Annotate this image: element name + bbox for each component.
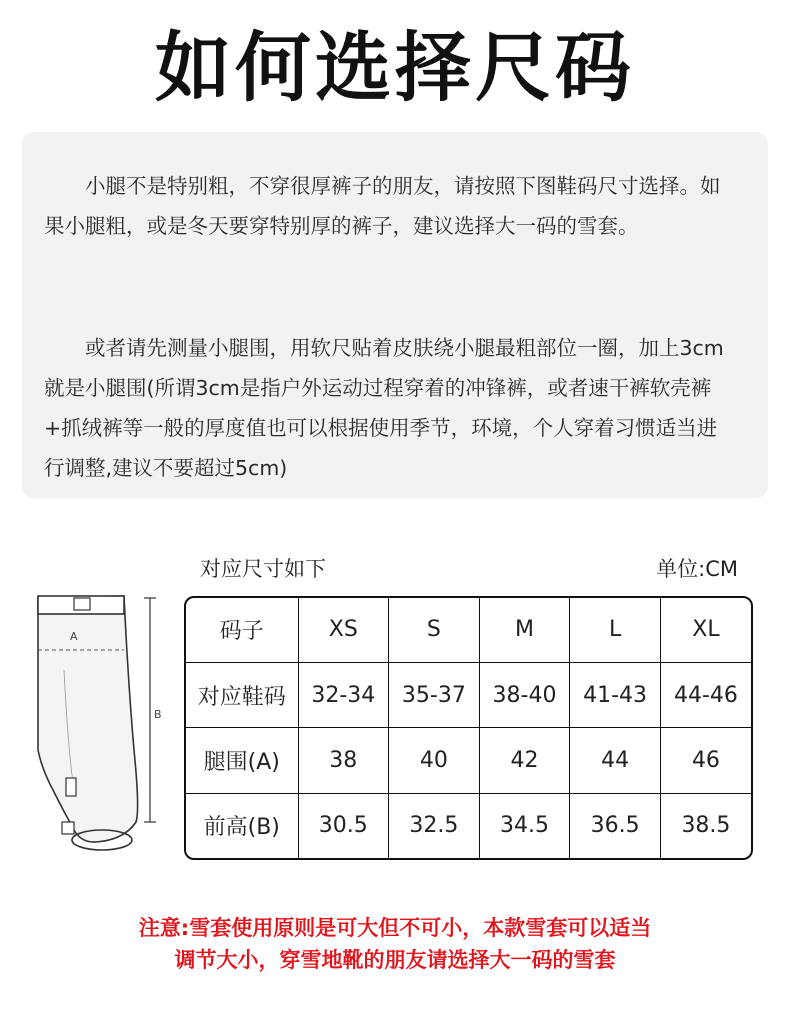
gaiter-outline [38,596,138,842]
table-cell: 腿围(A) [186,728,298,794]
table-cell: 36.5 [570,793,661,858]
gaiter-illustration [24,560,174,860]
notice-line-2: 调节大小，穿雪地靴的朋友请选择大一码的雪套 [174,948,616,972]
notice-line-1: 注意:雪套使用原则是可大但不可小，本款雪套可以适当 [138,916,652,940]
table-cell: 35-37 [389,662,480,728]
table-cell: 40 [389,728,480,794]
table-cell: 38-40 [479,662,570,728]
page-title: 如何选择尺码 [155,23,635,112]
table-cell: 44-46 [660,662,751,728]
table-cell: 30.5 [298,793,389,858]
measure-b-label: B [154,708,162,721]
table-cell: 41-43 [570,662,661,728]
measure-a-label: A [70,630,78,643]
table-cell: 码子 [186,598,298,662]
gaiter-buckle [74,598,90,610]
table-row [186,793,751,858]
size-chart-table [184,596,753,860]
unit-label: 单位:CM [656,557,738,581]
intro-paragraph-2 [44,328,724,488]
table-row [186,728,751,794]
gaiter-lace-hook [66,778,76,796]
intro-paragraph-1 [44,166,724,246]
table-cell: XS [298,598,389,662]
size-notice [0,912,790,976]
table-cell: L [570,598,661,662]
table-cell: 42 [479,728,570,794]
table-caption: 对应尺寸如下 [200,557,326,581]
table-cell: M [479,598,570,662]
table-cell: 32-34 [298,662,389,728]
table-cell: 34.5 [479,793,570,858]
table-cell: 46 [660,728,751,794]
table-cell: 前高(B) [186,793,298,858]
table-row [186,662,751,728]
table-cell: 38.5 [660,793,751,858]
table-cell: S [389,598,480,662]
table-cell: 44 [570,728,661,794]
intro-paragraph-2-text: 或者请先测量小腿围，用软尺贴着皮肤绕小腿最粗部位一圈，加上3cm就是小腿围(所谓3cm是指户外运动过程穿着的冲锋裤，或者速干裤软壳裤+抓绒裤等一般的厚度值也可以根据使用季节，环境，个人穿着习惯适当进行调整,建议不要超过5cm) [44,336,724,480]
table-cell: 对应鞋码 [186,662,298,728]
gaiter-bottom-clip [62,822,74,834]
table-row [186,598,751,662]
table-cell: 38 [298,728,389,794]
intro-paragraph-1-text: 小腿不是特别粗，不穿很厚裤子的朋友，请按照下图鞋码尺寸选择。如果小腿粗，或是冬天要穿特别厚的裤子，建议选择大一码的雪套。 [44,174,721,238]
table-cell: XL [660,598,751,662]
table-cell: 32.5 [389,793,480,858]
